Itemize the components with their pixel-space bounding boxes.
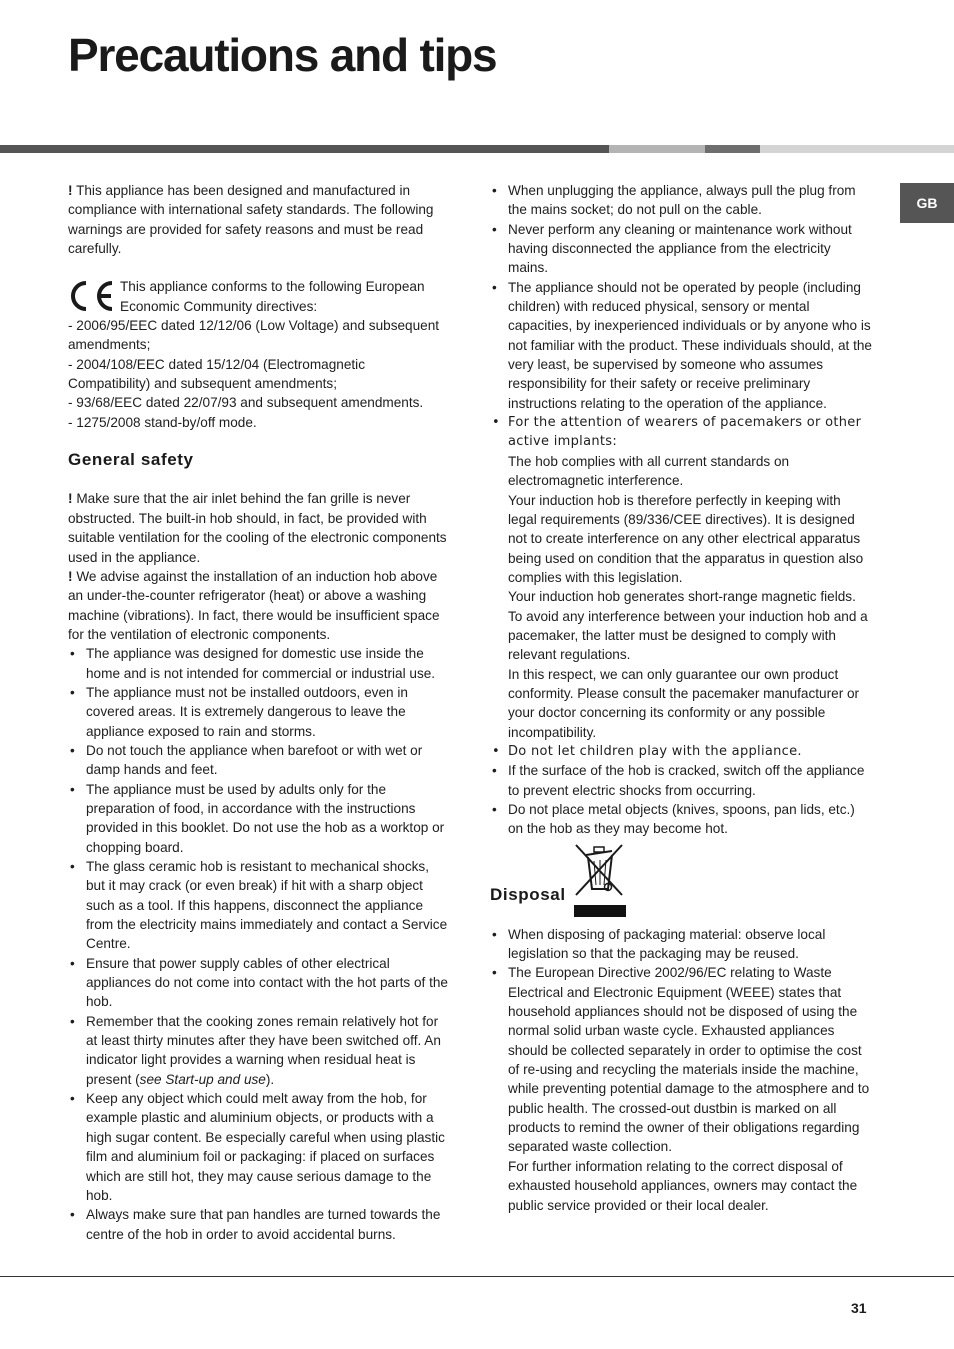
list-item: • Ensure that power supply cables of other electrical appliances do not come into contact with the hot parts of the hob. xyxy=(68,954,450,1012)
warning-text: We advise against the installation of an induction hob above an under-the-counter refrigerator (heat) or above a washing machine (vibrations). In fact, there would be insufficient space for the ventilation of electronic components. xyxy=(68,568,440,642)
pacemaker-paragraph: Your induction hob is therefore perfectly in keeping with legal requirements (89/336/CEE directives). It is designed not to create interference on any other electrical apparatus being used on condition that the apparatus in question also complies with this legislation. xyxy=(508,492,864,585)
list-item: • The European Directive 2002/96/EC relating to Waste Electrical and Electronic Equipment (WEEE) states that household appliances should not be disposed of using the normal solid urban waste cycle. Exhausted appliances should be collected separately in order to optimise the cost of re-using and recycling the materials inside the machine, while preventing potential damage to the atmosphere and to public health. The crossed-out dustbin is marked on all products to remind the owner of their obligations regarding separated waste collection. xyxy=(490,963,872,1156)
warning-mark: ! xyxy=(68,568,73,584)
list-item: • Always make sure that pan handles are turned towards the centre of the hob in order to avoid accidental burns. xyxy=(68,1205,450,1244)
header-bar-dark-2 xyxy=(705,145,760,153)
directive-item: - 93/68/EEC dated 22/07/93 and subsequent amendments. xyxy=(68,395,424,411)
list-item: • Never perform any cleaning or maintenance work without having disconnected the appliance from the electricity mains. xyxy=(490,220,872,278)
warning-mark: ! xyxy=(68,491,73,507)
warning-paragraph xyxy=(68,567,450,644)
header-bar-light xyxy=(760,145,954,153)
header-bar-mid xyxy=(609,145,705,153)
language-tab: GB xyxy=(900,183,954,223)
list-item: • Keep any object which could melt away from the hob, for example plastic and aluminium objects, or products with a high sugar content. Be especially careful when using plastic film and aluminium foil or packaging: if placed on surfaces which are still hot, they may cause serious damage to the hob. xyxy=(68,1089,450,1205)
list-item: • The appliance should not be operated by people (including children) with reduced physical, sensory or mental capacities, by inexperienced individuals or by anyone who is not familiar with the product. These individuals should, at the very least, be supervised by someone who assumes responsibility for their safety or receive preliminary instructions relating to the operation of the appliance. xyxy=(490,278,872,413)
list-item: • The glass ceramic hob is resistant to mechanical shocks, but it may crack (or even break) if hit with a sharp object such as a tool. If this happens, disconnect the appliance from the electricity mains immediately and contact a Service Centre. xyxy=(68,857,450,954)
disposal-final-paragraph: For further information relating to the correct disposal of exhausted household appliances, owners may contact the public service provided or their local dealer. xyxy=(508,1158,858,1213)
safety-list xyxy=(68,644,450,1244)
safety-list-final xyxy=(490,742,872,839)
header-bar-dark xyxy=(0,145,609,153)
list-item: • When unplugging the appliance, always pull the plug from the mains socket; do not pull on the cable. xyxy=(490,181,872,220)
ce-text: This appliance conforms to the following European Economic Community directives: xyxy=(120,279,425,314)
page-title: Precautions and tips xyxy=(68,29,497,81)
intro-text: This appliance has been designed and manufactured in compliance with international safety standards. The following warnings are provided for safety reasons and must be read carefully. xyxy=(68,183,434,257)
residual-heat-text-end: ). xyxy=(265,1071,275,1087)
pacemaker-paragraph: The hob complies with all current standards on electromagnetic interference. xyxy=(508,453,790,489)
footer-rule xyxy=(0,1276,954,1277)
page-number: 31 xyxy=(851,1300,867,1316)
safety-list-continued xyxy=(490,181,872,452)
list-item: • When disposing of packaging material: observe local legislation so that the packaging may be reused. xyxy=(490,925,872,964)
list-item: • The appliance must be used by adults only for the preparation of food, in accordance with the instructions provided in this booklet. Do not use the hob as a worktop or chopping board. xyxy=(68,780,450,857)
directive-item: - 2004/108/EEC dated 15/12/04 (Electromagnetic Compatibility) and subsequent amendments; xyxy=(68,356,365,392)
left-column xyxy=(68,181,450,1244)
ce-mark-icon xyxy=(68,277,116,315)
list-item: • If the surface of the hob is cracked, switch off the appliance to prevent electric shocks from occurring. xyxy=(490,761,872,800)
list-item: • The appliance must not be installed outdoors, even in covered areas. It is extremely dangerous to leave the appliance exposed to rain and storms. xyxy=(68,683,450,741)
pacemaker-paragraph: Your induction hob generates short-range magnetic fields. To avoid any interference between your induction hob and a pacemaker, the latter must be designed to comply with relevant regulations. xyxy=(508,589,868,663)
warning-paragraph xyxy=(68,489,450,566)
disposal-heading: Disposal xyxy=(490,885,566,905)
directive-item: - 1275/2008 stand-by/off mode. xyxy=(68,414,257,430)
list-item: • Do not let children play with the appliance. xyxy=(490,742,872,761)
directive-item: - 2006/95/EEC dated 12/12/06 (Low Voltage) and subsequent amendments; xyxy=(68,318,440,353)
list-item xyxy=(68,1012,450,1089)
crossed-out-bin-icon xyxy=(574,843,626,917)
right-column xyxy=(490,181,872,1215)
disposal-header xyxy=(490,839,872,917)
list-item: • Do not touch the appliance when barefoot or with wet or damp hands and feet. xyxy=(68,741,450,780)
list-item: • The appliance was designed for domestic use inside the home and is not intended for commercial or industrial use. xyxy=(68,644,450,683)
residual-heat-text: Remember that the cooking zones remain relatively hot for at least thirty minutes after they have been switched off. An indicator light provides a warning when residual heat is present ( xyxy=(86,1013,441,1087)
ce-conformity xyxy=(68,277,450,316)
pacemaker-paragraph: In this respect, we can only guarantee our own product conformity. Please consult the pacemaker manufacturer or your doctor concerning its conformity or any possible incompatibility. xyxy=(508,666,860,740)
pacemaker-heading: • For the attention of wearers of pacemakers or other active implants: xyxy=(490,413,872,452)
intro-paragraph xyxy=(68,181,450,258)
warning-text: Make sure that the air inlet behind the fan grille is never obstructed. The built-in hob should, in fact, be provided with suitable ventilation for the cooling of the electronic components used in the appliance. xyxy=(68,491,447,565)
disposal-list xyxy=(490,925,872,1157)
cross-reference: see Start-up and use xyxy=(139,1071,266,1087)
general-safety-heading: General safety xyxy=(68,450,194,470)
list-item: • Do not place metal objects (knives, spoons, pan lids, etc.) on the hob as they may become hot. xyxy=(490,800,872,839)
warning-mark: ! xyxy=(68,183,73,198)
